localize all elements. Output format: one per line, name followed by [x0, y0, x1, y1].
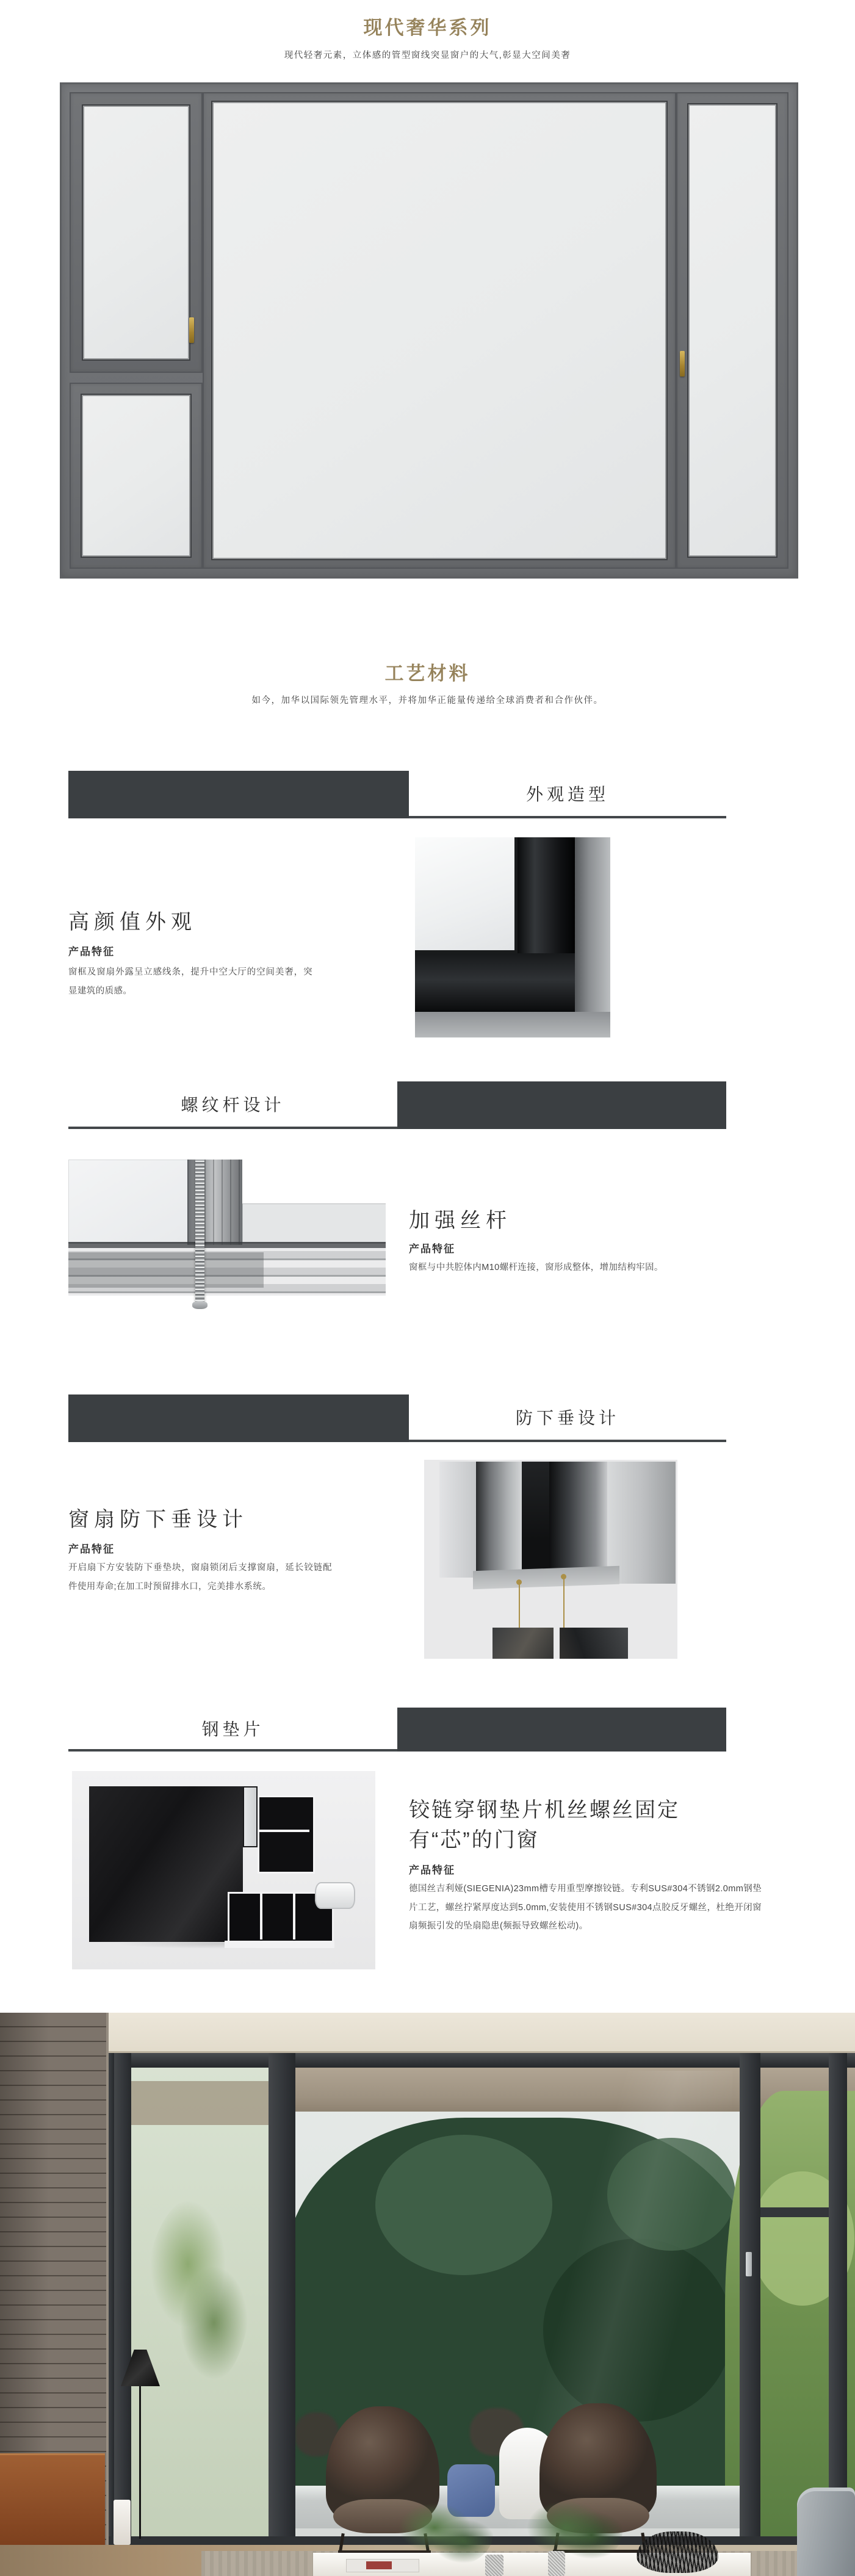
brick-wainscot-panel — [0, 2453, 105, 2548]
series-title: 现代奢华系列 — [363, 17, 492, 38]
gray-sofa — [797, 2488, 855, 2576]
rod-end-nut — [192, 1301, 207, 1309]
xray-glass-pane — [68, 1160, 189, 1243]
bamboo-leaves — [146, 2196, 250, 2391]
section4-heading-line2: 有“芯”的门窗 — [409, 1828, 539, 1852]
right-casement-handle — [680, 351, 685, 377]
section4-heading — [409, 1795, 680, 1856]
chamber-divider-v1 — [260, 1893, 262, 1939]
floor-lamp-marble-base — [114, 2500, 131, 2545]
section2-heading: 加强丝杆 — [409, 1209, 511, 1232]
render-profile-tower-right — [549, 1462, 607, 1575]
render-left-slab — [439, 1462, 476, 1578]
right-casement — [676, 92, 788, 569]
chamber-divider-v2 — [293, 1893, 295, 1939]
section1-image-window-corner-render — [415, 837, 671, 1037]
section3-image-anti-sag-callouts — [424, 1460, 677, 1659]
potted-plant-leaves-right — [519, 2495, 622, 2568]
mesh-vase-left — [485, 2555, 503, 2576]
wire-basket — [637, 2531, 718, 2573]
section4-feature-label: 产品特征 — [409, 1864, 455, 1876]
bottom-ledge — [225, 1941, 334, 1948]
xray-upper-profile — [242, 1203, 386, 1243]
left-bottom-fixed — [70, 383, 203, 569]
center-fixed-pane — [203, 92, 676, 569]
section1-heading: 高颜值外观 — [68, 911, 197, 934]
render-gap-dark — [522, 1462, 549, 1573]
left-casement-handle — [189, 317, 194, 343]
section1-header-bar — [68, 771, 409, 818]
black-profile-mass — [89, 1786, 243, 1942]
profile-horizontal-member — [415, 953, 575, 1012]
craft-subtitle: 如今，加华以国际领先管理水平，并将加华正能量传递给全球消费者和合作伙伴。 — [251, 696, 604, 705]
section3-header-bar — [68, 1394, 409, 1442]
section3-tab: 防下垂设计 — [515, 1409, 619, 1427]
corner-glass — [415, 837, 518, 953]
chamber-divider-h — [259, 1830, 309, 1832]
section4-body: 德国丝吉利娅(SIEGENIA)23mm槽专用重型摩擦铰链。专利SUS#304不锈钢2.0mm钢垫片工艺，螺丝拧紧厚度达到5.0mm,安装使用不锈钢SUS#304点胶反牙螺丝，杜绝开闭窗扇频振引发的坠扇隐患(频振导致螺丝松动)。 — [409, 1884, 762, 1932]
right-pane-handle — [746, 2252, 752, 2276]
bamboo-beam — [131, 2081, 269, 2125]
left-bottom-glass — [81, 394, 192, 558]
magazine-cover-accent — [366, 2561, 392, 2569]
section4-heading-line1: 铰链穿钢垫片机丝螺丝固定 — [409, 1799, 680, 1822]
potted-plant-leaves-left — [395, 2501, 493, 2568]
xray-lower-left-shade — [68, 1252, 264, 1288]
section4-image-black-profile-render — [72, 1771, 375, 1969]
glass-sliver — [243, 1786, 258, 1847]
center-glass — [211, 101, 668, 560]
ceiling — [107, 2013, 855, 2053]
profile-sill — [415, 1012, 610, 1037]
hero-window-render — [60, 82, 798, 579]
section2-header-bar — [397, 1081, 726, 1129]
left-top-casement — [70, 92, 203, 373]
right-glass — [687, 103, 777, 558]
frame-center-mullion — [269, 2053, 295, 2546]
lifestyle-photo-window-wall — [0, 2013, 855, 2576]
section4-header-bar — [397, 1708, 726, 1752]
section1-body: 窗框及窗扇外露呈立感线条，提升中空大厅的空间美奢，突显建筑的质感。 — [68, 967, 312, 996]
section2-feature-label: 产品特征 — [409, 1243, 455, 1255]
section1-feature-label: 产品特征 — [68, 946, 115, 958]
frame-right-stile — [829, 2053, 847, 2546]
section4-tab: 钢垫片 — [201, 1720, 264, 1739]
series-subtitle: 现代轻奢元素，立体感的管型窗线突显窗户的大气,彰显大空间美奢 — [284, 51, 571, 60]
section4-underline — [68, 1749, 397, 1752]
frame-right-mullion — [740, 2053, 760, 2546]
detail-photo-right — [560, 1628, 628, 1659]
right-pane-transom — [760, 2207, 829, 2217]
section2-tab: 螺纹杆设计 — [181, 1095, 285, 1114]
profile-side-face — [575, 837, 610, 1037]
detail-photo-left — [492, 1628, 554, 1659]
craft-title: 工艺材料 — [384, 663, 471, 684]
gasket-hardware — [315, 1882, 355, 1909]
frame-left-stile — [114, 2053, 131, 2546]
section1-tab: 外观造型 — [525, 785, 609, 804]
section3-underline — [409, 1440, 726, 1442]
profile-chamber-upper — [258, 1795, 315, 1874]
threaded-rod — [195, 1160, 204, 1305]
section3-body: 开启扇下方安装防下垂垫块，窗扇锁闭后支撑窗扇，延长铰链配件使用寿命;在加工时预留排水口，完美排水系统。 — [68, 1563, 332, 1592]
section1-underline — [409, 816, 726, 818]
section3-feature-label: 产品特征 — [68, 1543, 115, 1555]
xray-bottom-dark-band — [68, 1242, 386, 1248]
render-profile-tower-left — [476, 1462, 522, 1575]
section2-image-threaded-rod-xray — [68, 1160, 386, 1315]
section2-underline — [68, 1127, 397, 1129]
left-top-glass — [82, 104, 190, 361]
mesh-vase-right — [548, 2551, 565, 2576]
section2-body: 窗框与中共腔体内M10螺杆连接，窗形成整体，增加结构牢固。 — [409, 1263, 663, 1272]
floor-lamp-stem — [139, 2386, 141, 2539]
section3-heading: 窗扇防下垂设计 — [68, 1508, 248, 1531]
